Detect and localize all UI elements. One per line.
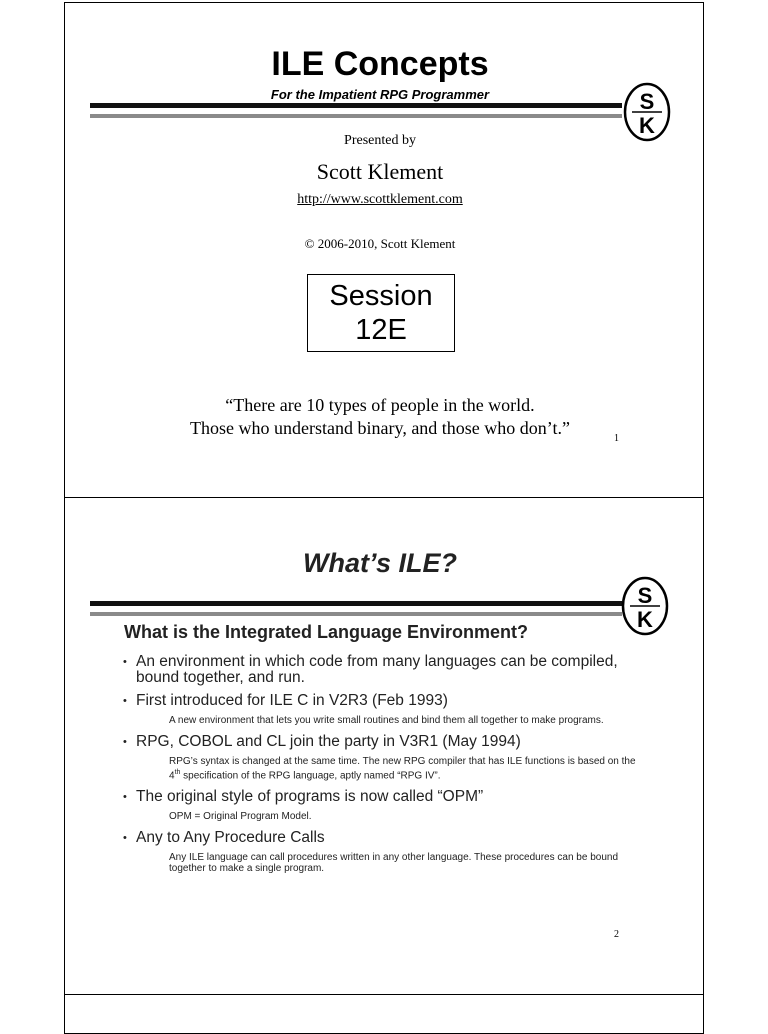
bullet-list bbox=[123, 654, 643, 874]
copyright-notice: © 2006-2010, Scott Klement bbox=[304, 236, 456, 251]
session-box bbox=[307, 274, 455, 352]
logo-letter-k: K bbox=[639, 113, 655, 138]
bullet-subtext bbox=[123, 756, 643, 781]
divider-gray-bar bbox=[90, 114, 622, 118]
slide-title: What’s ILE? bbox=[302, 548, 457, 578]
list-item bbox=[123, 693, 643, 726]
logo-letter-k: K bbox=[637, 607, 653, 632]
logo-letter-s: S bbox=[637, 583, 653, 608]
sk-logo-icon bbox=[620, 575, 670, 637]
bullet-text: • RPG, COBOL and CL join the party in V3R1 (May 1994) bbox=[123, 734, 643, 750]
logo-letter-s: S bbox=[639, 89, 655, 114]
quote-line-2: Those who understand binary, and those who don’t.” bbox=[190, 418, 570, 438]
title-divider bbox=[90, 103, 622, 123]
list-item bbox=[123, 734, 643, 781]
subtext-superscript: th bbox=[174, 769, 181, 776]
slide-subtitle: For the Impatient RPG Programmer bbox=[270, 87, 490, 102]
list-item bbox=[123, 789, 643, 822]
author-url-text[interactable]: http://www.scottklement.com bbox=[297, 192, 463, 207]
subtext-part-2: specification of the RPG language, aptly named “RPG IV”. bbox=[180, 770, 441, 782]
list-item bbox=[123, 654, 643, 686]
bullet-subtext: OPM = Original Program Model. bbox=[169, 811, 312, 823]
bullet-text: • First introduced for ILE C in V2R3 (Feb 1993) bbox=[123, 693, 643, 709]
bullet-text: • The original style of programs is now called “OPM” bbox=[123, 789, 643, 805]
section-heading: What is the Integrated Language Environment? bbox=[124, 622, 529, 642]
bullet-subtext: A new environment that lets you write small routines and bind them all together to make programs. bbox=[169, 715, 604, 726]
slide-1 bbox=[64, 2, 704, 498]
presented-by-label: Presented by bbox=[344, 133, 416, 148]
bullet-subtext: Any ILE language can call procedures written in any other language. These procedures can be bound together to make a single program. bbox=[169, 852, 619, 875]
divider-dark-bar bbox=[90, 601, 622, 606]
author-url-link[interactable] bbox=[65, 192, 695, 208]
slide-2 bbox=[64, 497, 704, 995]
divider-gray-bar bbox=[90, 612, 622, 616]
bullet-text: • An environment in which code from many languages can be compiled, bound together, and run. bbox=[123, 654, 643, 686]
list-item bbox=[123, 830, 643, 874]
binary-quote bbox=[65, 394, 695, 440]
quote-line-1: “There are 10 types of people in the world. bbox=[225, 395, 535, 415]
session-number: 12E bbox=[355, 314, 407, 346]
page-number: 2 bbox=[614, 929, 619, 940]
slide-3 bbox=[64, 994, 704, 1034]
title-divider bbox=[90, 601, 622, 621]
session-label: Session bbox=[329, 280, 433, 312]
author-name: Scott Klement bbox=[316, 159, 444, 184]
subtext-part-1: RPG’s syntax is changed at the same time. The new RPG compiler that has ILE functions is based on the 4 bbox=[169, 756, 636, 782]
bullet-text: • Any to Any Procedure Calls bbox=[123, 830, 643, 846]
slide-title: ILE Concepts bbox=[271, 45, 489, 83]
page-number: 1 bbox=[614, 433, 619, 444]
divider-dark-bar bbox=[90, 103, 622, 108]
